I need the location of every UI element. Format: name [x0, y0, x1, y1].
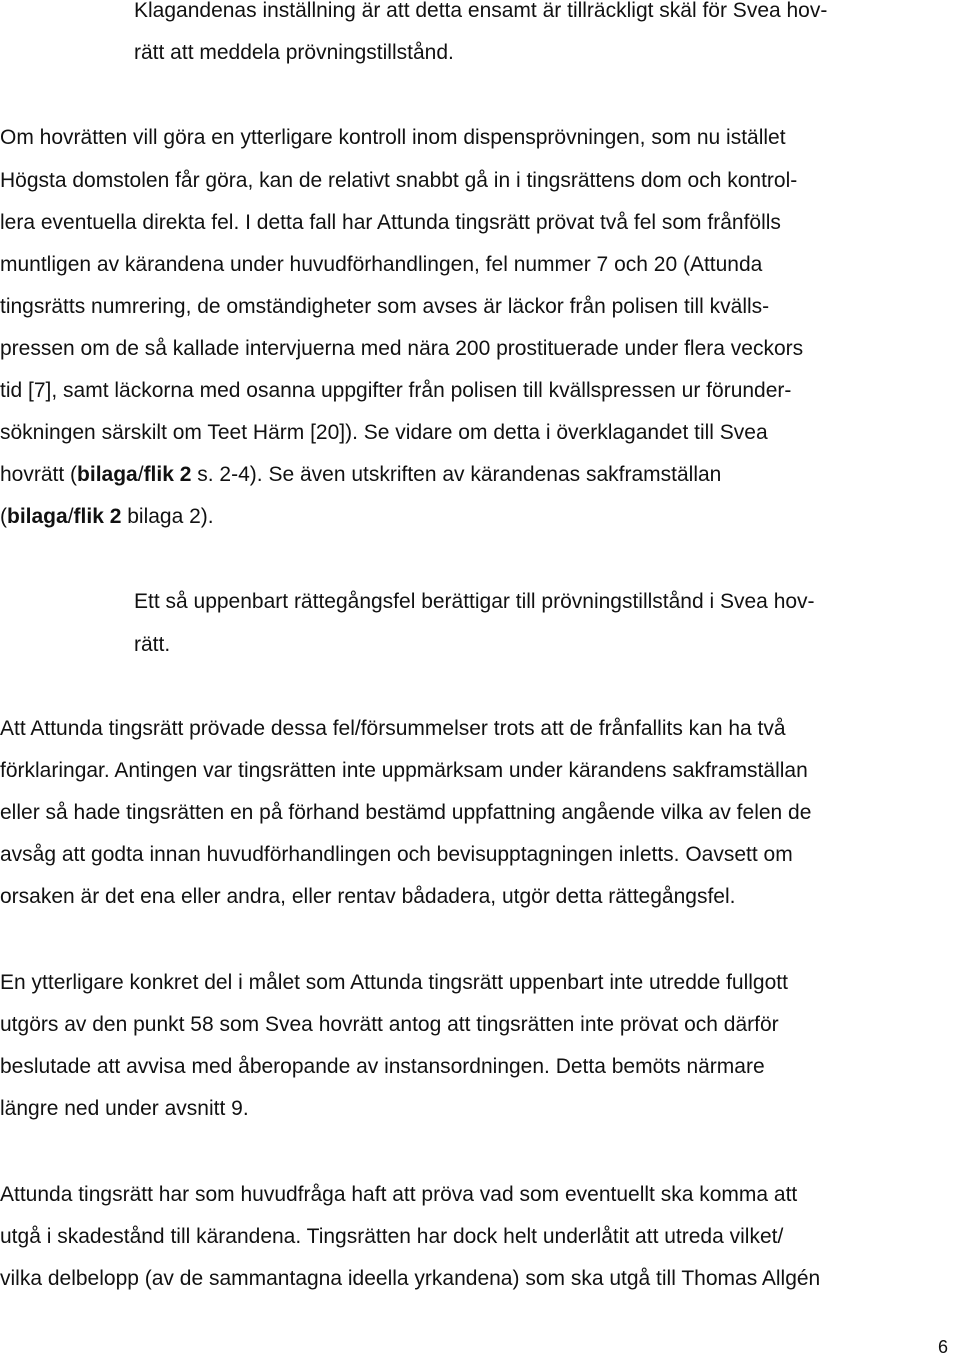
text-line: utgå i skadestånd till kärandena. Tingsrätten har dock helt underlåtit att utreda vilket/ [0, 1225, 784, 1248]
text-line [0, 504, 214, 530]
text-span: s. 2-4). Se även utskriften av kärandenas sakframställan [191, 463, 722, 486]
text-line: Högsta domstolen får göra, kan de relativt snabbt gå in i tingsrättens dom och kontrol- [0, 169, 798, 192]
text-line: vilka delbelopp (av de sammantagna ideella yrkandena) som ska utgå till Thomas Allgén [0, 1267, 821, 1290]
text-line: avsåg att godta innan huvudförhandlingen och bevisupptagningen inletts. Oavsett om [0, 843, 793, 866]
text-line: beslutade att avvisa med åberopande av instansordningen. Detta bemöts närmare [0, 1055, 765, 1078]
text-line: Att Attunda tingsrätt prövade dessa fel/försummelser trots att de frånfallits kan ha två [0, 717, 786, 740]
text-line: utgörs av den punkt 58 som Svea hovrätt antog att tingsrätten inte prövat och därför [0, 1013, 779, 1036]
text-line: Ett så uppenbart rättegångsfel berättigar till prövningstillstånd i Svea hov- [134, 590, 815, 613]
text-span: / [67, 505, 74, 528]
text-span: bilaga 2). [121, 505, 214, 528]
text-line: rätt. [134, 633, 171, 656]
text-line: En ytterligare konkret del i målet som Attunda tingsrätt uppenbart inte utredde fullgott [0, 971, 788, 994]
text-line: tingsrätts numrering, de omständigheter som avses är läckor från polisen till kvälls- [0, 295, 770, 318]
text-line: eller så hade tingsrätten en på förhand bestämd uppfattning angående vilka av felen de [0, 801, 812, 824]
text-span: hovrätt ( [0, 463, 78, 486]
attachment-ref: bilaga [7, 505, 68, 528]
attachment-ref: flik 2 [73, 505, 122, 528]
text-line: tid [7], samt läckorna med osanna uppgifter från polisen till kvällspressen ur förunder- [0, 379, 792, 402]
text-line: sökningen särskilt om Teet Härm [20]). Se vidare om detta i överklagandet till Svea [0, 421, 768, 444]
attachment-ref: bilaga [77, 463, 138, 486]
text-span: / [137, 463, 144, 486]
text-line: orsaken är det ena eller andra, eller rentav bådadera, utgör detta rättegångsfel. [0, 885, 736, 908]
text-line: Attunda tingsrätt har som huvudfråga haft att pröva vad som eventuellt ska komma att [0, 1183, 798, 1206]
text-line: pressen om de så kallade intervjuerna med nära 200 prostituerade under flera veckors [0, 337, 804, 360]
text-line: lera eventuella direkta fel. I detta fall har Attunda tingsrätt prövat två fel som frånfölls [0, 211, 781, 234]
text-line: Klagandenas inställning är att detta ensamt är tillräckligt skäl för Svea hov- [134, 0, 828, 22]
text-line: Om hovrätten vill göra en ytterligare kontroll inom dispensprövningen, som nu istället [0, 126, 786, 149]
text-span: ( [0, 505, 7, 528]
text-line [0, 462, 721, 488]
text-line: muntligen av kärandena under huvudförhandlingen, fel nummer 7 och 20 (Attunda [0, 253, 763, 276]
attachment-ref: flik 2 [143, 463, 192, 486]
text-line: längre ned under avsnitt 9. [0, 1097, 249, 1120]
page-number: 6 [937, 1337, 948, 1357]
text-line: rätt att meddela prövningstillstånd. [134, 41, 454, 64]
text-line: förklaringar. Antingen var tingsrätten inte uppmärksam under kärandens sakframställan [0, 759, 808, 782]
